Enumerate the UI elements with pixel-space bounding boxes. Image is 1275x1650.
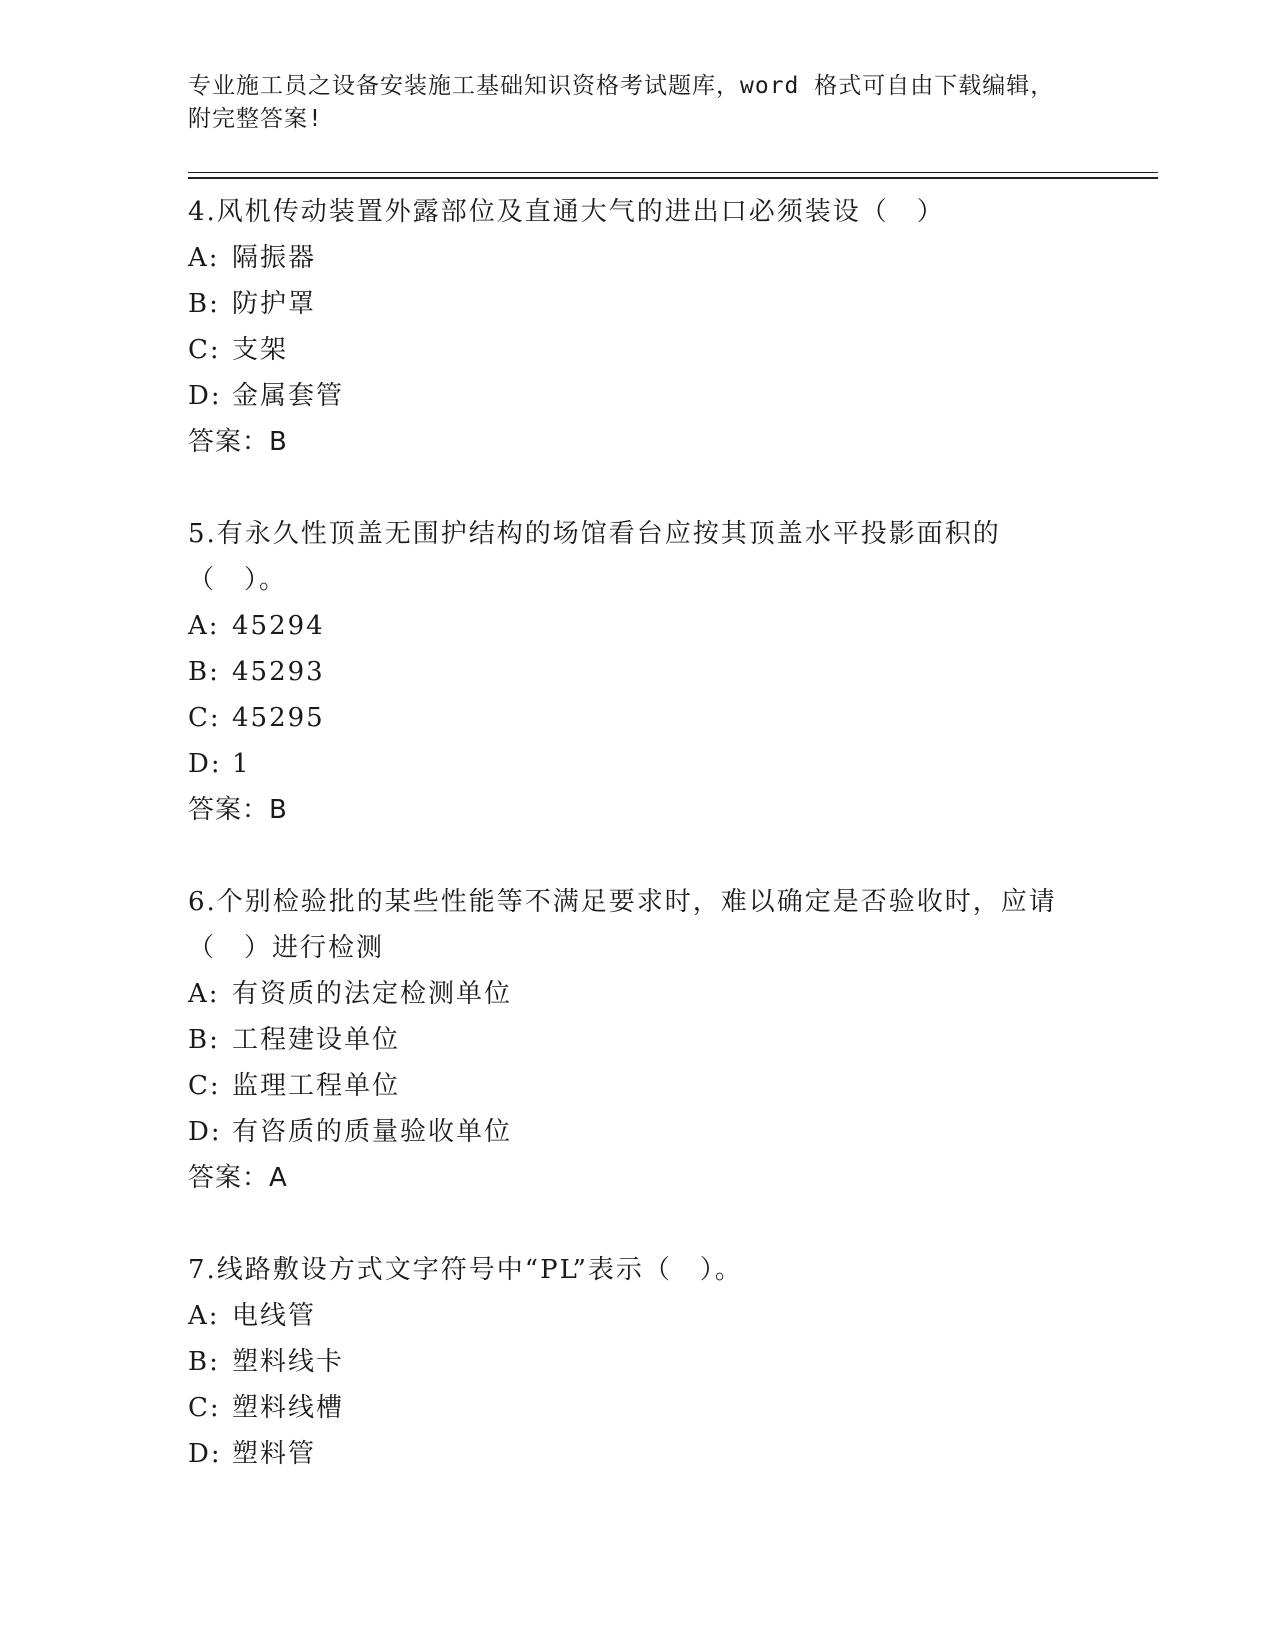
option-key: D: [188, 749, 222, 779]
option-text: 塑料线槽 [232, 1393, 345, 1423]
option-text: 有资质的法定检测单位 [232, 979, 513, 1009]
option-text: 塑料管 [232, 1439, 317, 1469]
option-text: 隔振器 [232, 243, 317, 273]
question-6 [188, 879, 1158, 1201]
option-text: 45295 [232, 703, 325, 733]
option-key: A: [188, 243, 220, 273]
option-d [188, 373, 1158, 419]
header-divider [188, 172, 1158, 179]
option-key: C: [188, 1071, 221, 1101]
option-key: D: [188, 1439, 222, 1469]
option-text: 塑料线卡 [232, 1347, 345, 1377]
option-b [188, 1017, 1158, 1063]
option-a [188, 235, 1158, 281]
answer-text: 答案：B [188, 795, 288, 825]
option-text: 工程建设单位 [232, 1025, 401, 1055]
question-text: 6.个别检验批的某些性能等不满足要求时，难以确定是否验收时，应请（ ）进行检测 [188, 887, 1057, 963]
option-key: B: [188, 1025, 220, 1055]
option-text: 电线管 [232, 1301, 317, 1331]
option-b [188, 281, 1158, 327]
answer-text: 答案：A [188, 1163, 288, 1193]
question-7 [188, 1247, 1158, 1477]
option-key: A: [188, 611, 220, 641]
option-text: 监理工程单位 [232, 1071, 401, 1101]
question-5 [188, 511, 1158, 833]
option-b [188, 649, 1158, 695]
option-key: D: [188, 381, 222, 411]
question-4 [188, 189, 1158, 465]
question-list [188, 189, 1158, 1477]
option-text: 有咨质的质量验收单位 [232, 1117, 513, 1147]
option-key: C: [188, 335, 221, 365]
option-b [188, 1339, 1158, 1385]
option-c [188, 327, 1158, 373]
option-key: D: [188, 1117, 222, 1147]
option-text: 支架 [232, 335, 289, 365]
option-text: 1 [232, 749, 251, 779]
option-a [188, 1293, 1158, 1339]
option-a [188, 971, 1158, 1017]
option-key: C: [188, 703, 221, 733]
option-key: B: [188, 289, 220, 319]
option-key: A: [188, 1301, 220, 1331]
option-d [188, 1109, 1158, 1155]
header-line-1: 专业施工员之设备安装施工基础知识资格考试题库，word 格式可自由下载编辑， [188, 73, 1055, 99]
document-header [188, 70, 1158, 136]
option-key: B: [188, 657, 220, 687]
option-c [188, 1385, 1158, 1431]
document-page [188, 70, 1158, 1523]
option-text: 45293 [232, 657, 325, 687]
question-text: 7.线路敷设方式文字符号中“PL”表示（ ）。 [188, 1255, 743, 1285]
option-d [188, 741, 1158, 787]
option-c [188, 1063, 1158, 1109]
option-text: 防护罩 [232, 289, 317, 319]
question-text: 5.有永久性顶盖无围护结构的场馆看台应按其顶盖水平投影面积的（ ）。 [188, 519, 1001, 595]
answer-text: 答案：B [188, 427, 288, 457]
option-text: 45294 [232, 611, 325, 641]
option-key: A: [188, 979, 220, 1009]
option-key: C: [188, 1393, 221, 1423]
option-d [188, 1431, 1158, 1477]
question-text: 4.风机传动装置外露部位及直通大气的进出口必须装设（ ） [188, 197, 945, 227]
option-key: B: [188, 1347, 220, 1377]
option-text: 金属套管 [232, 381, 345, 411]
option-c [188, 695, 1158, 741]
header-line-2: 附完整答案! [188, 106, 323, 132]
option-a [188, 603, 1158, 649]
